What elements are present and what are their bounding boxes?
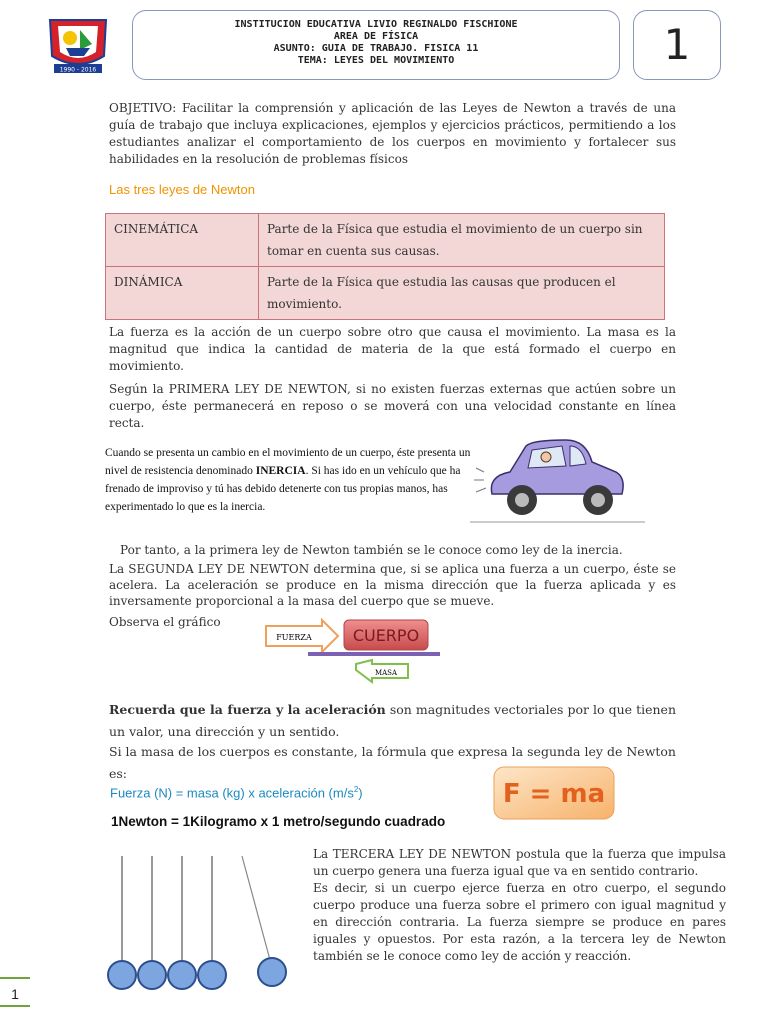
force-mass-paragraph: La fuerza es la acción de un cuerpo sobre otro que causa el movimiento. La masa es la magnitud que indica la cantidad de materia de la que está formado el cuerpo en movimiento. xyxy=(109,325,676,373)
section-title: Las tres leyes de Newton xyxy=(109,182,255,197)
f-equals-ma-graphic xyxy=(493,766,615,820)
observe-label: Observa el gráfico xyxy=(109,615,221,629)
table-row xyxy=(106,267,665,320)
vector-bold-text: Recuerda que la fuerza y la aceleración xyxy=(109,702,386,717)
subject-line: ASUNTO: GUIA DE TRABAJO. FISICA 11 xyxy=(273,43,479,54)
table-row xyxy=(106,214,665,267)
formula-exponent: 2 xyxy=(353,785,359,794)
constant-mass-paragraph: Si la masa de los cuerpos es constante, la fórmula que expresa la segunda ley de Newton es: xyxy=(109,744,676,781)
footer-page-number: 1 xyxy=(0,977,30,1007)
formula-close: ) xyxy=(358,785,363,801)
first-law-paragraph: Según la PRIMERA LEY DE NEWTON, si no existen fuerzas externas que actúen sobre un cuerpo, éste permanecerá en reposo o se moverá con una velocidad constante en línea recta. xyxy=(109,382,676,430)
force-body-diagram xyxy=(264,618,444,684)
third-law-paragraph xyxy=(313,846,726,965)
inertia-text-b: . Si has ido en un vehículo que ha frenado de improviso y tú has debido detenerte con tus propias manos, has experimentado lo que es la inercia. xyxy=(105,465,461,513)
inertia-paragraph xyxy=(105,444,485,516)
fma-text: F = ma xyxy=(502,779,606,809)
third-law-text-1: La TERCERA LEY DE NEWTON postula que la fuerza que impulsa un cuerpo genera una fuerza igual que va en sentido contrario. xyxy=(313,847,726,878)
objective-paragraph: OBJETIVO: Facilitar la comprensión y aplicación de las Leyes de Newton a través de una guía de trabajo que incluya explicaciones, ejemplos y ejercicios prácticos, permitiendo a los estudiantes analizar el comportamiento de los cuerpos en movimiento y fortalecer sus habilidades en la resolución de problemas físicos xyxy=(109,101,676,166)
definitions-table xyxy=(105,213,665,320)
term-cell: CINEMÁTICA xyxy=(106,214,259,267)
third-law-text-2: Es decir, si un cuerpo ejerce fuerza en otro cuerpo, el segundo cuerpo produce una fuerza sobre el primero con igual magnitud y en dirección contraria. La fuerza siempre se produce en pares iguales y opuestos. Por esta razón, a la tercera ley de Newton también se le conoce como ley de acción y reacción. xyxy=(313,881,726,963)
definition-cell: Parte de la Física que estudia las causas que producen el movimiento. xyxy=(259,267,665,320)
inertia-text-a: Cuando se presenta un cambio en el movimiento de un cuerpo, éste presenta un nivel de resistencia denominado xyxy=(105,447,471,477)
topic-line: TEMA: LEYES DEL MOVIMIENTO xyxy=(297,55,455,66)
school-name: INSTITUCION EDUCATIVA LIVIO REGINALDO FISCHIONE xyxy=(234,19,518,30)
vector-rest-text: son magnitudes vectoriales por lo que tienen un valor, una dirección y un sentido. xyxy=(109,702,677,739)
newton-unit-equation: 1Newton = 1Kilogramo x 1 metro/segundo cuadrado xyxy=(111,814,446,829)
area-name: AREA DE FÍSICA xyxy=(333,31,419,42)
logo-years: 1990 - 2016 xyxy=(59,66,97,74)
inertia-term: INERCIA xyxy=(255,465,306,477)
newtons-cradle-illustration xyxy=(100,852,300,992)
force-label: FUERZA xyxy=(276,633,312,642)
second-law-paragraph: La SEGUNDA LEY DE NEWTON determina que, si se aplica una fuerza a un cuerpo, éste se acelera. La aceleración se produce en la misma dirección que la fuerza aplicada y es inversamente proporcional a la masa del cuerpo que se mueve. xyxy=(109,562,676,608)
mass-label: MASA xyxy=(374,669,398,677)
term-cell: DINÁMICA xyxy=(106,267,259,320)
header-box xyxy=(132,10,620,80)
inertia-law-paragraph: Por tanto, a la primera ley de Newton también se le conoce como ley de la inercia. xyxy=(120,543,623,557)
page-number-box: 1 xyxy=(633,10,721,80)
vector-paragraph xyxy=(109,699,676,743)
definition-cell: Parte de la Física que estudia el movimiento de un cuerpo sin tomar en cuenta sus causas. xyxy=(259,214,665,267)
school-logo xyxy=(40,14,116,78)
car-illustration xyxy=(470,432,645,527)
formula-text: Fuerza (N) = masa (kg) x aceleración (m/s xyxy=(110,785,354,801)
body-label: CUERPO xyxy=(352,626,420,645)
force-formula xyxy=(110,785,363,800)
